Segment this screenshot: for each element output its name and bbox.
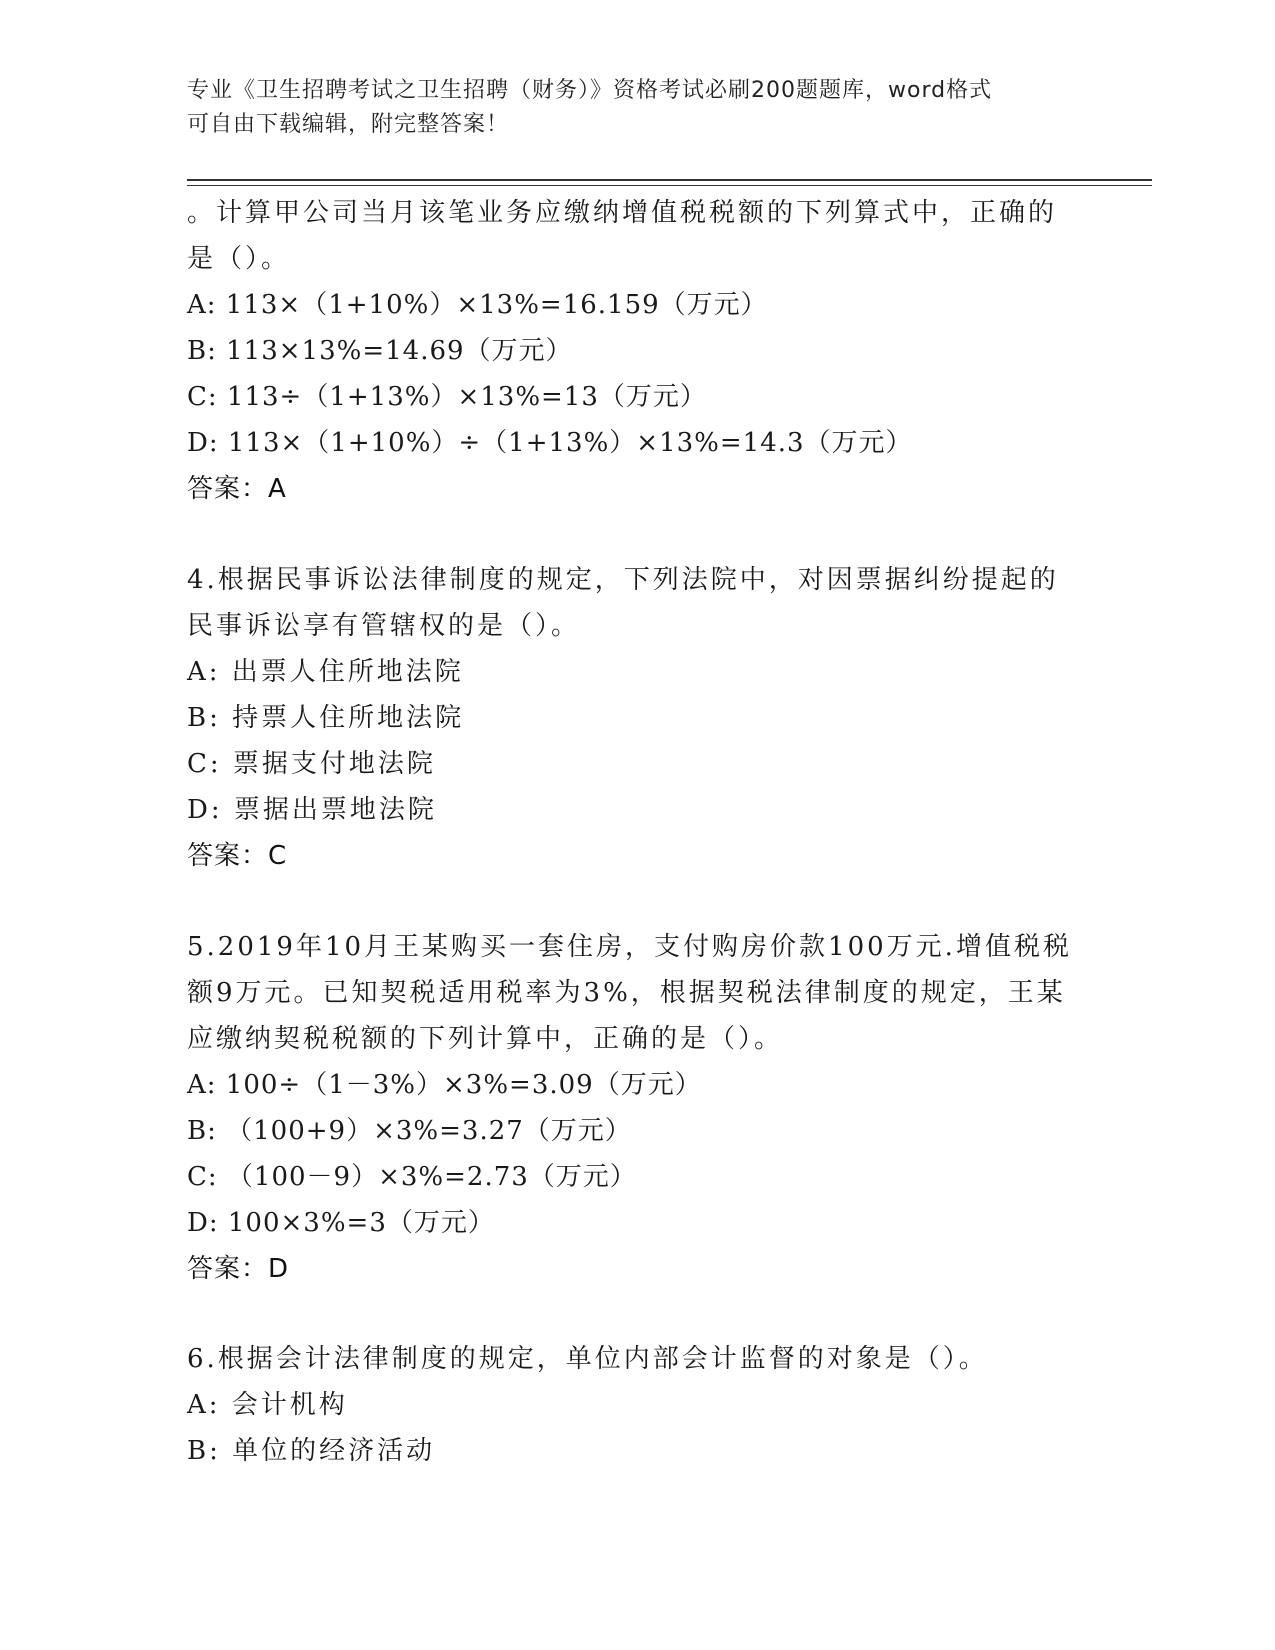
question-3-option-d: D: 113×（1+10%）÷（1+13%）×13%=14.3（万元） xyxy=(187,428,913,458)
spacer xyxy=(187,1292,1147,1336)
question-4-option-a: A: 出票人住所地法院 xyxy=(187,657,464,687)
question-4-option-c: C: 票据支付地法院 xyxy=(187,749,436,779)
header-line-2: 可自由下载编辑，附完整答案！ xyxy=(187,112,510,137)
question-4-stem-line-2: 民事诉讼享有管辖权的是（）。 xyxy=(187,611,581,641)
header-divider-thick xyxy=(187,179,1152,181)
question-3-answer: 答案：A xyxy=(187,474,287,504)
question-3-option-a: A: 113×（1+10%）×13%=16.159（万元） xyxy=(187,290,768,320)
question-5-answer: 答案：D xyxy=(187,1254,290,1284)
question-3-option-b: B: 113×13%=14.69（万元） xyxy=(187,336,573,366)
header-line-1: 专业《卫生招聘考试之卫生招聘（财务）》资格考试必刷200题题库，word格式 xyxy=(187,78,993,103)
question-3-stem-line-2: 是（）。 xyxy=(187,244,291,274)
question-4-answer: 答案：C xyxy=(187,841,288,871)
question-5-option-c: C: （100－9）×3%=2.73（万元） xyxy=(187,1162,637,1192)
question-5 xyxy=(187,924,1147,1292)
question-4 xyxy=(187,557,1147,879)
question-5-stem-line-2: 额9万元。已知契税适用税率为3%，根据契税法律制度的规定，王某 xyxy=(187,978,1066,1008)
spacer xyxy=(187,512,1147,557)
spacer xyxy=(187,879,1147,924)
question-6-stem-line-1: 6.根据会计法律制度的规定，单位内部会计监督的对象是（）。 xyxy=(187,1344,988,1374)
question-5-option-d: D: 100×3%=3（万元） xyxy=(187,1208,495,1238)
question-4-stem-line-1: 4.根据民事诉讼法律制度的规定，下列法院中，对因票据纠纷提起的 xyxy=(187,565,1059,595)
question-5-stem-line-1: 5.2019年10月王某购买一套住房，支付购房价款100万元.增值税税 xyxy=(187,932,1072,962)
question-6 xyxy=(187,1336,1147,1474)
question-5-stem-line-3: 应缴纳契税税额的下列计算中，正确的是（）。 xyxy=(187,1024,784,1054)
question-4-option-d: D: 票据出票地法院 xyxy=(187,795,437,825)
question-3-stem-line-1: 。计算甲公司当月该笔业务应缴纳增值税税额的下列算式中，正确的 xyxy=(187,198,1058,228)
question-6-option-b: B: 单位的经济活动 xyxy=(187,1436,436,1466)
question-3 xyxy=(187,190,1147,512)
question-3-option-c: C: 113÷（1+13%）×13%=13（万元） xyxy=(187,382,707,412)
document-header xyxy=(187,74,1087,142)
header-divider-thin xyxy=(187,185,1152,186)
question-4-option-b: B: 持票人住所地法院 xyxy=(187,703,465,733)
document-body xyxy=(187,190,1147,1474)
question-6-option-a: A: 会计机构 xyxy=(187,1390,348,1420)
question-5-option-a: A: 100÷（1－3%）×3%=3.09（万元） xyxy=(187,1070,702,1100)
question-5-option-b: B: （100+9）×3%=3.27（万元） xyxy=(187,1116,632,1146)
